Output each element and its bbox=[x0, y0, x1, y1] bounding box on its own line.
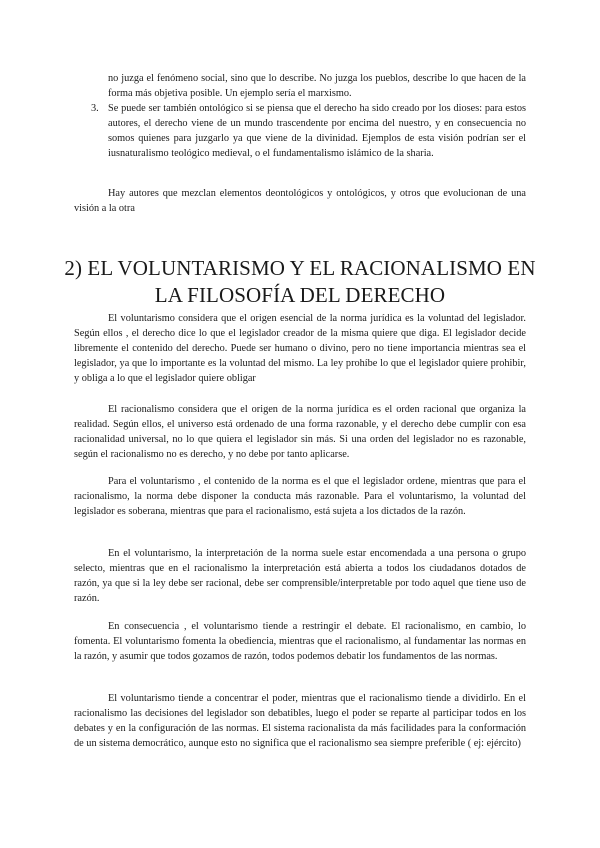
paragraph-contenido-norma: Para el voluntarismo , el contenido de la norma es el que el legislador ordene, mientras que para el racionalismo, la norma debe disponer la conducta más razonable. Para el voluntarismo, la voluntad del legislador es soberana, mientras que para el racionalismo, está sujeta a los dictados de la razón. bbox=[74, 476, 526, 517]
list-item-2-continuation: no juzga el fenómeno social, sino que lo describe. No juzga los pueblos, describe lo que hacen de la forma más objetiva posible. Un ejemplo sería el marxismo. bbox=[108, 73, 526, 99]
intro-note-paragraph: Hay autores que mezclan elementos deontológicos y ontológicos, y otros que evolucionan de una visión a la otra bbox=[74, 188, 526, 214]
paragraph-voluntarismo-definicion: El voluntarismo considera que el origen esencial de la norma jurídica es la voluntad del legislador. Según ellos , el derecho dice lo que el legislador creador de la misma quiere que diga. El legislador decide libremente el contenido del derecho. Puede ser humano o divino, pero no tiene importancia mientras sea el legislador, ya que lo importante es la voluntad del mismo. La ley prohíbe lo que el legislador quiere prohibir, y obliga a lo que el legislador quiere obligar bbox=[74, 313, 526, 384]
list-item-3 bbox=[91, 101, 526, 161]
paragraph-interpretacion: En el voluntarismo, la interpretación de la norma suele estar encomendada a una persona o grupo selecto, mientras que en el racionalismo la interpretación está abierta a todos los ciudadanos dotados de razón, ya que si la ley debe ser racional, debe ser comprensible/interpretable por todo aquel que tiene uso de razón. bbox=[74, 548, 526, 604]
list-item-text: Se puede ser también ontológico si se piensa que el derecho ha sido creado por los dioses: para estos autores, el derecho viene de un mundo trascendente por encima del nuestro, y en consecuencia no somos quienes para juzgarlo ya que viene de la divinidad. Ejemplos de esta visión podrían ser el iusnaturalismo teológico medieval, o el fundamentalismo islámico de la sharia. bbox=[108, 103, 526, 159]
list-item-number: 3. bbox=[91, 103, 99, 114]
paragraph-poder: El voluntarismo tiende a concentrar el poder, mientras que el racionalismo tiende a dividirlo. En el racionalismo las decisiones del legislador son debatibles, luego el poder se reparte al participar todos en los debates y en la configuración de las normas. El sistema racionalista da más facilidades para la conformación de un sistema democrático, aunque esto no significa que el racionalismo sea siempre preferible ( ej: ejército) bbox=[74, 693, 526, 749]
paragraph-racionalismo-definicion: El racionalismo considera que el origen de la norma jurídica es el orden racional que organiza la realidad. Según ellos, el universo está ordenado de una forma razonable, y el derecho debe cumplir con esa racionalidad universal, no lo que quiera el legislador sin más. Si una orden del legislador no es razonable, según el racionalismo no es derecho, y no debe por tanto aplicarse. bbox=[74, 404, 526, 460]
paragraph-debate: En consecuencia , el voluntarismo tiende a restringir el debate. El racionalismo, en cambio, lo fomenta. El voluntarismo fomenta la obediencia, mientras que el racionalismo, al fundamentar las normas en la razón, y asumir que todos gozamos de razón, todos podemos debatir los fundamentos de las normas. bbox=[74, 621, 526, 662]
section-heading: 2) EL VOLUNTARISMO Y EL RACIONALISMO EN LA FILOSOFÍA DEL DERECHO bbox=[64, 256, 536, 307]
